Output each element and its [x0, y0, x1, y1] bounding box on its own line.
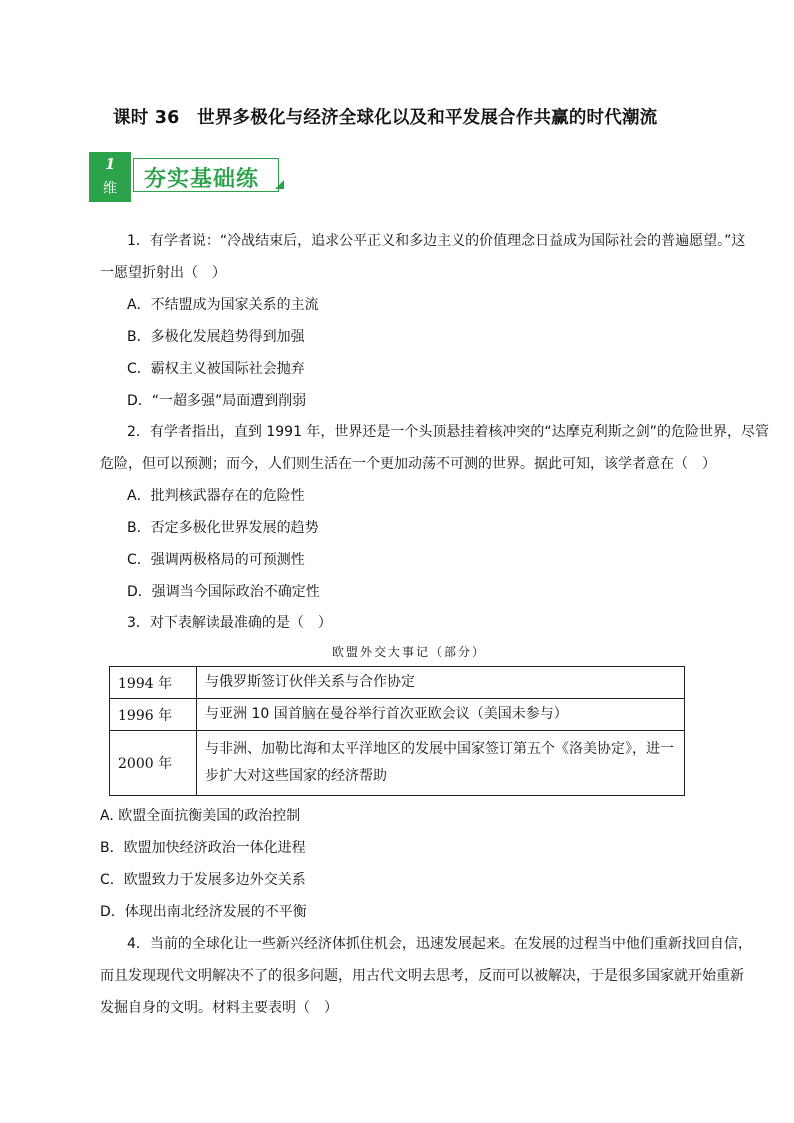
table-cell-year: 2000 年 [110, 731, 197, 796]
question-1-line-2: 一愿望折射出（ ） [100, 265, 226, 281]
event-line: 与亚洲 10 国首脑在曼谷举行首次亚欧会议（美国未参与） [205, 706, 568, 722]
question-3-option-b: B．欧盟加快经济政治一体化进程 [100, 840, 306, 856]
question-1-option-b: B．多极化发展趋势得到加强 [127, 329, 305, 345]
badge-label-box [133, 158, 279, 192]
question-4-line-1: 4．当前的全球化让一些新兴经济体抓住机会，迅速发展起来。在发展的过程当中他们重新找回自信， [127, 936, 752, 952]
table-cell-event [197, 731, 685, 796]
question-2-option-d: D．强调当今国际政治不确定性 [127, 584, 320, 600]
question-1-option-c: C．霸权主义被国际社会抛弃 [127, 361, 305, 377]
question-3-option-d: D．体现出南北经济发展的不平衡 [100, 904, 307, 920]
question-2-line-2: 危险，但可以预测；而今，人们则生活在一个更加动荡不可测的世界。据此可知，该学者意在（ ） [100, 456, 716, 472]
badge-label: 夯实基础练 [144, 167, 260, 192]
page-title: 课时 36 世界多极化与经济全球化以及和平发展合作共赢的时代潮流 [113, 108, 658, 128]
question-3-option-a: A. 欧盟全面抗衡美国的政治控制 [100, 808, 301, 824]
section-badge [89, 152, 289, 204]
events-table [109, 666, 685, 796]
table-cell-year: 1994 年 [110, 667, 197, 699]
badge-corner-decoration [275, 180, 284, 189]
badge-number: 1 [105, 155, 116, 173]
question-2-option-a: A．批判核武器存在的危险性 [127, 488, 305, 504]
question-4-line-3: 发掘自身的文明。材料主要表明（ ） [100, 1000, 338, 1016]
question-2-line-1: 2．有学者指出，直到 1991 年，世界还是一个头顶悬挂着核冲突的“达摩克利斯之剑”的危险世界，尽管 [127, 424, 769, 440]
badge-unit: 维 [103, 181, 117, 197]
question-4-line-2: 而且发现现代文明解决不了的很多问题，用古代文明去思考，反而可以被解决，于是很多国家就开始重新 [100, 968, 744, 984]
table-cell-year: 1996 年 [110, 699, 197, 731]
question-1-option-a: A．不结盟成为国家关系的主流 [127, 297, 319, 313]
table-cell-event [197, 667, 685, 699]
table-caption: 欧盟外交大事记（部分） [332, 645, 487, 659]
event-line: 步扩大对这些国家的经济帮助 [205, 768, 387, 784]
event-line: 与非洲、加勒比海和太平洋地区的发展中国家签订第五个《洛美协定》，进一 [205, 741, 674, 757]
question-1-option-d: D．“一超多强”局面遭到削弱 [127, 393, 307, 409]
event-line: 与俄罗斯签订伙伴关系与合作协定 [205, 674, 415, 690]
question-3-line-1: 3．对下表解读最准确的是（ ） [127, 615, 332, 631]
table-row [110, 667, 685, 699]
table-cell-event [197, 699, 685, 731]
table-row [110, 699, 685, 731]
question-1-line-1: 1．有学者说：“冷战结束后，追求公平正义和多边主义的价值理念日益成为国际社会的普遍愿望。”这 [127, 233, 746, 249]
question-2-option-b: B．否定多极化世界发展的趋势 [127, 520, 319, 536]
table-row [110, 731, 685, 796]
question-3-option-c: C．欧盟致力于发展多边外交关系 [100, 872, 306, 888]
question-2-option-c: C．强调两极格局的可预测性 [127, 552, 305, 568]
badge-number-block [89, 152, 131, 202]
